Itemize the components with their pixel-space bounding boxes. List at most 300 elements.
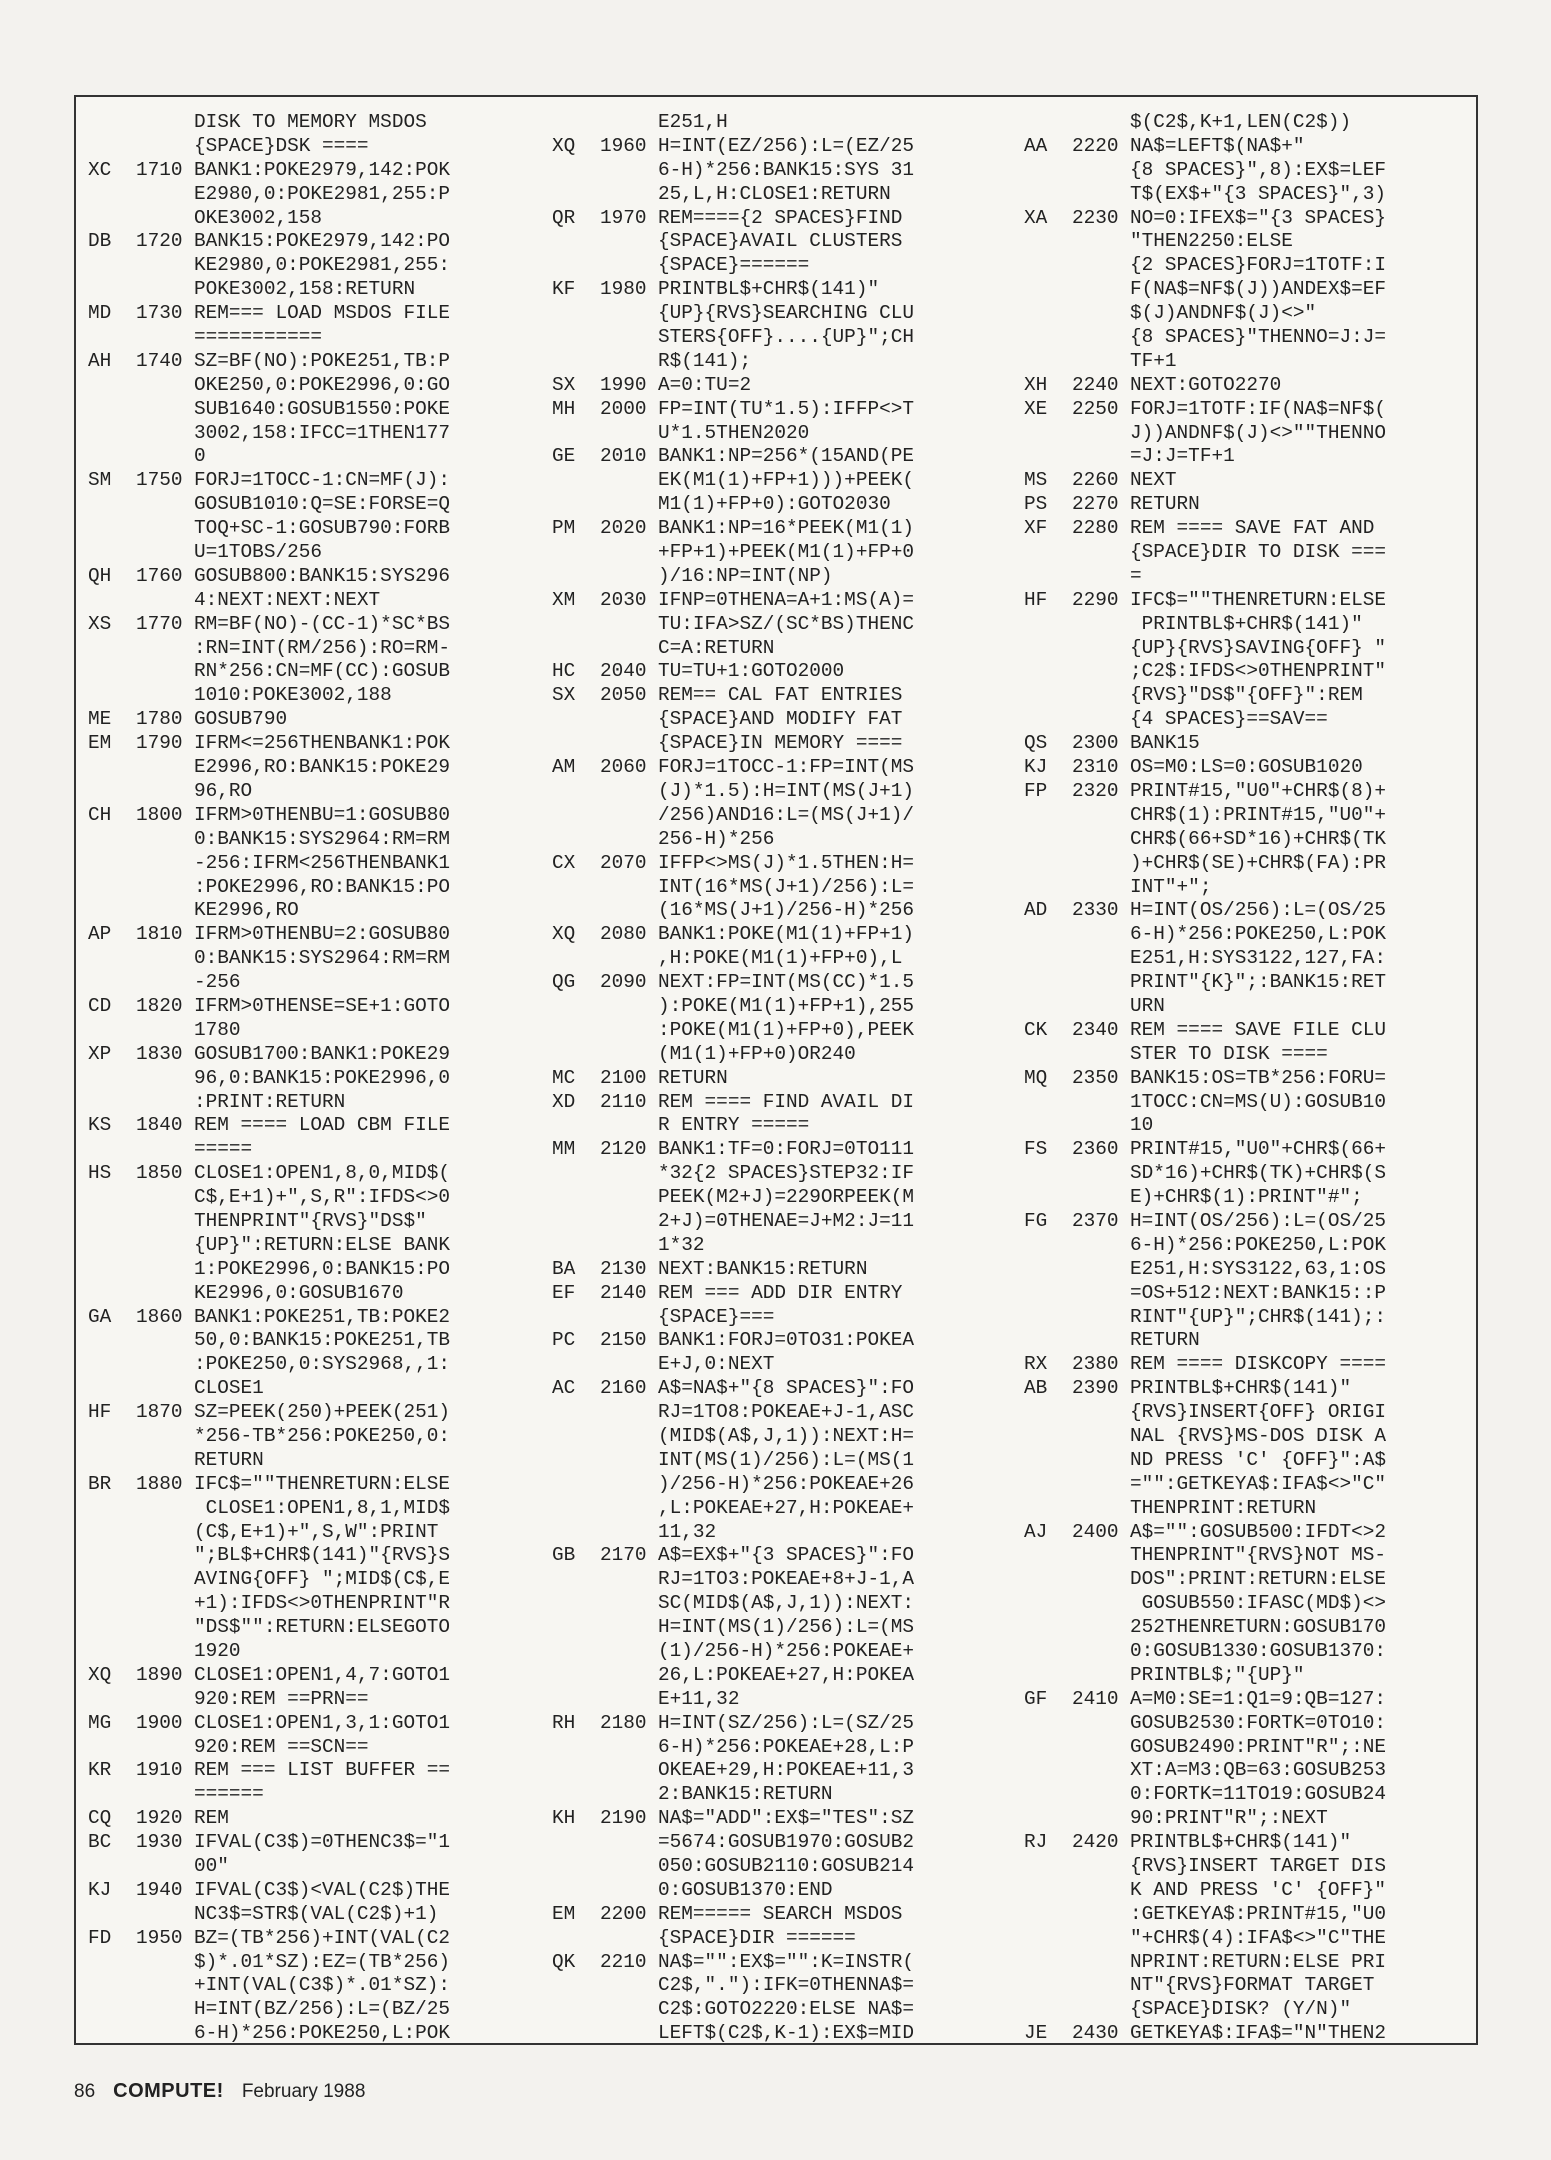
checksum xyxy=(1018,1592,1072,1616)
checksum xyxy=(82,1258,136,1282)
line-number xyxy=(1072,708,1130,732)
code-text: 3002,158:IFCC=1THEN177 xyxy=(194,421,450,444)
checksum xyxy=(82,1019,136,1043)
line-number xyxy=(1072,804,1130,828)
line-number xyxy=(600,326,658,350)
code-line xyxy=(1018,1998,1474,2022)
line-number xyxy=(1072,637,1130,661)
line-number: 2150 xyxy=(600,1329,647,1352)
checksum: MH xyxy=(552,397,576,420)
code-text: 6-H)*256:POKEAE+28,L:P xyxy=(658,1735,914,1758)
checksum xyxy=(1018,1903,1072,1927)
line-number xyxy=(600,1998,658,2022)
line-number xyxy=(136,1974,194,1998)
checksum xyxy=(546,469,600,493)
checksum xyxy=(82,1903,136,1927)
code-text: BANK1:NP=256*(15AND(PE xyxy=(658,445,914,468)
code-line xyxy=(1018,947,1474,971)
code-text: E251,H:SYS3122,127,FA: xyxy=(1130,947,1386,970)
code-line xyxy=(546,756,1006,780)
checksum xyxy=(546,1473,600,1497)
code-text: OKE250,0:POKE2996,0:GO xyxy=(194,373,450,396)
checksum: CX xyxy=(552,851,576,874)
checksum xyxy=(546,1592,600,1616)
checksum: XF xyxy=(1024,517,1048,540)
code-text: 11,32 xyxy=(658,1520,717,1543)
code-text: CLOSE1:OPEN1,8,1,MID$ xyxy=(194,1496,450,1519)
line-number: 2200 xyxy=(600,1902,647,1925)
code-line xyxy=(546,1592,1006,1616)
code-text: REM xyxy=(194,1807,229,1830)
checksum: AA xyxy=(1024,134,1048,157)
checksum xyxy=(82,1855,136,1879)
code-line xyxy=(1018,565,1474,589)
code-line xyxy=(546,1258,1006,1282)
code-line xyxy=(82,302,532,326)
line-number xyxy=(136,1091,194,1115)
code-line xyxy=(546,1401,1006,1425)
code-line xyxy=(546,732,1006,756)
code-text: RN*256:CN=MF(CC):GOSUB xyxy=(194,660,450,683)
checksum xyxy=(1018,159,1072,183)
checksum xyxy=(546,1210,600,1234)
line-number xyxy=(1072,1712,1130,1736)
checksum xyxy=(82,445,136,469)
code-text: ====== xyxy=(194,1783,264,1806)
code-text: H=INT(EZ/256):L=(EZ/25 xyxy=(658,134,914,157)
checksum: KJ xyxy=(88,1878,112,1901)
checksum xyxy=(82,637,136,661)
code-line xyxy=(82,254,532,278)
code-line xyxy=(1018,876,1474,900)
checksum: KR xyxy=(88,1759,112,1782)
code-text: 10 xyxy=(1130,1114,1154,1137)
code-text: M1(1)+FP+0):GOTO2030 xyxy=(658,493,891,516)
code-line xyxy=(1018,1712,1474,1736)
line-number xyxy=(600,1568,658,1592)
line-number xyxy=(136,589,194,613)
line-number: 1930 xyxy=(136,1831,183,1854)
line-number xyxy=(136,398,194,422)
checksum xyxy=(546,230,600,254)
code-text: {SPACE}DSK ==== xyxy=(194,134,369,157)
code-line xyxy=(82,1043,532,1067)
line-number: 1770 xyxy=(136,612,183,635)
code-line xyxy=(546,135,1006,159)
code-line xyxy=(82,852,532,876)
checksum xyxy=(546,1353,600,1377)
code-line xyxy=(82,1497,532,1521)
code-text: {RVS}"DS$"{OFF}":REM xyxy=(1130,684,1363,707)
code-line xyxy=(1018,135,1474,159)
checksum xyxy=(546,1019,600,1043)
checksum: XD xyxy=(552,1090,576,1113)
code-line xyxy=(82,398,532,422)
line-number xyxy=(1072,971,1130,995)
code-text: GOSUB800:BANK15:SYS296 xyxy=(194,564,450,587)
checksum xyxy=(82,1425,136,1449)
code-text: GOSUB2490:PRINT"R";:NE xyxy=(1130,1735,1386,1758)
code-text: E251,H xyxy=(658,111,728,133)
code-text: R ENTRY ===== xyxy=(658,1114,810,1137)
code-text: 0:BANK15:SYS2964:RM=RM xyxy=(194,827,450,850)
code-text: URN xyxy=(1130,994,1165,1017)
line-number: 2380 xyxy=(1072,1353,1119,1376)
code-text: +1):IFDS<>0THENPRINT"R xyxy=(194,1592,450,1615)
code-text: ):POKE(M1(1)+FP+1),255 xyxy=(658,994,914,1017)
line-number xyxy=(136,1497,194,1521)
code-line xyxy=(82,1927,532,1951)
code-text: KE2996,RO xyxy=(194,899,299,922)
code-line xyxy=(546,1807,1006,1831)
code-text: FORJ=1TOCC-1:CN=MF(J): xyxy=(194,469,450,492)
checksum: AJ xyxy=(1024,1520,1048,1543)
code-text: IFRM<=256THENBANK1:POK xyxy=(194,732,450,755)
checksum xyxy=(82,660,136,684)
checksum: XC xyxy=(88,158,112,181)
line-number: 1760 xyxy=(136,564,183,587)
line-number xyxy=(136,1234,194,1258)
line-number xyxy=(136,1425,194,1449)
code-line xyxy=(1018,923,1474,947)
code-line xyxy=(1018,1234,1474,1258)
code-text: IFRM>0THENBU=1:GOSUB80 xyxy=(194,803,450,826)
checksum xyxy=(82,1353,136,1377)
line-number xyxy=(600,1019,658,1043)
code-text: NAL {RVS}MS-DOS DISK A xyxy=(1130,1424,1386,1447)
line-number xyxy=(1072,422,1130,446)
line-number xyxy=(600,1759,658,1783)
code-line xyxy=(1018,1640,1474,1664)
magazine-name: COMPUTE! xyxy=(113,2080,224,2102)
code-line xyxy=(1018,445,1474,469)
line-number: 1950 xyxy=(136,1926,183,1949)
code-line xyxy=(546,1162,1006,1186)
code-text: NEXT:FP=INT(MS(CC)*1.5 xyxy=(658,971,914,994)
line-number: 2040 xyxy=(600,660,647,683)
line-number xyxy=(600,1473,658,1497)
checksum: GA xyxy=(88,1305,112,1328)
listing-column-1 xyxy=(82,111,532,2045)
code-text: "+CHR$(4):IFA$<>"C"THE xyxy=(1130,1926,1386,1949)
checksum xyxy=(1018,1234,1072,1258)
code-line xyxy=(546,1067,1006,1091)
code-line xyxy=(82,613,532,637)
code-line xyxy=(1018,995,1474,1019)
code-line xyxy=(82,1974,532,1998)
code-line xyxy=(82,1210,532,1234)
code-line xyxy=(1018,1473,1474,1497)
code-text: FORJ=1TOCC-1:FP=INT(MS xyxy=(658,756,914,779)
line-number xyxy=(1072,1449,1130,1473)
checksum: FP xyxy=(1024,779,1048,802)
code-line xyxy=(1018,852,1474,876)
code-line xyxy=(546,637,1006,661)
line-number: 1860 xyxy=(136,1305,183,1328)
checksum: GE xyxy=(552,445,576,468)
checksum xyxy=(1018,230,1072,254)
line-number xyxy=(136,1258,194,1282)
checksum: GB xyxy=(552,1544,576,1567)
code-text: GOSUB1010:Q=SE:FORSE=Q xyxy=(194,493,450,516)
code-line xyxy=(546,230,1006,254)
code-line xyxy=(546,2022,1006,2046)
code-text: =OS+512:NEXT:BANK15::P xyxy=(1130,1281,1386,1304)
checksum xyxy=(1018,684,1072,708)
checksum xyxy=(546,1186,600,1210)
line-number xyxy=(600,1831,658,1855)
checksum: XQ xyxy=(552,923,576,946)
line-number: 2240 xyxy=(1072,373,1119,396)
checksum xyxy=(546,1640,600,1664)
code-text: PRINTBL$+CHR$(141)" xyxy=(1130,612,1363,635)
checksum xyxy=(82,517,136,541)
line-number xyxy=(136,971,194,995)
line-number xyxy=(136,326,194,350)
code-text: 1:POKE2996,0:BANK15:PO xyxy=(194,1257,450,1280)
checksum xyxy=(1018,278,1072,302)
line-number xyxy=(136,1282,194,1306)
code-text: {UP}{RVS}SAVING{OFF} " xyxy=(1130,636,1386,659)
line-number xyxy=(1072,230,1130,254)
line-number: 1990 xyxy=(600,373,647,396)
code-text: A$=NA$+"{8 SPACES}":FO xyxy=(658,1377,914,1400)
code-text: PRINT"{K}";:BANK15:RET xyxy=(1130,971,1386,994)
checksum xyxy=(1018,1162,1072,1186)
checksum: XP xyxy=(88,1042,112,1065)
code-text: A=0:TU=2 xyxy=(658,373,752,396)
code-line xyxy=(82,422,532,446)
code-text: 00" xyxy=(194,1855,229,1878)
checksum: FG xyxy=(1024,1209,1048,1232)
code-line xyxy=(1018,708,1474,732)
code-text: RJ=1TO8:POKEAE+J-1,ASC xyxy=(658,1401,914,1424)
code-line xyxy=(82,828,532,852)
code-line xyxy=(82,756,532,780)
checksum xyxy=(546,1234,600,1258)
code-line xyxy=(82,493,532,517)
code-line xyxy=(546,1138,1006,1162)
code-text: GOSUB550:IFASC(MD$)<> xyxy=(1130,1592,1386,1615)
code-text: POKE3002,158:RETURN xyxy=(194,278,416,301)
code-text: SZ=BF(NO):POKE251,TB:P xyxy=(194,349,450,372)
checksum: HC xyxy=(552,660,576,683)
checksum xyxy=(546,254,600,278)
code-line xyxy=(82,1640,532,1664)
code-text: FP=INT(TU*1.5):IFFP<>T xyxy=(658,397,914,420)
checksum xyxy=(82,876,136,900)
code-text: 90:PRINT"R";:NEXT xyxy=(1130,1807,1328,1830)
code-line xyxy=(546,876,1006,900)
checksum xyxy=(82,398,136,422)
code-text: E2996,RO:BANK15:POKE29 xyxy=(194,756,450,779)
line-number: 2000 xyxy=(600,397,647,420)
line-number: 2180 xyxy=(600,1711,647,1734)
checksum xyxy=(1018,1736,1072,1760)
code-text: IFC$=""THENRETURN:ELSE xyxy=(194,1472,450,1495)
code-line xyxy=(546,1521,1006,1545)
line-number xyxy=(600,2022,658,2046)
line-number xyxy=(600,159,658,183)
code-line xyxy=(1018,1282,1474,1306)
line-number xyxy=(600,1425,658,1449)
code-line xyxy=(82,589,532,613)
code-text: BANK15:OS=TB*256:FORU= xyxy=(1130,1066,1386,1089)
code-text: 2:BANK15:RETURN xyxy=(658,1783,833,1806)
checksum xyxy=(1018,1282,1072,1306)
code-text: {2 SPACES}FORJ=1TOTF:I xyxy=(1130,254,1386,277)
code-text: A$=EX$+"{3 SPACES}":FO xyxy=(658,1544,914,1567)
code-text: REM== CAL FAT ENTRIES xyxy=(658,684,903,707)
checksum xyxy=(1018,565,1072,589)
code-text: REM=== LOAD MSDOS FILE xyxy=(194,302,450,325)
checksum: XM xyxy=(552,588,576,611)
code-text: 50,0:BANK15:POKE251,TB xyxy=(194,1329,450,1352)
line-number xyxy=(600,995,658,1019)
code-text: REM ==== SAVE FAT AND xyxy=(1130,517,1375,540)
code-text: {SPACE}AND MODIFY FAT xyxy=(658,708,903,731)
code-text: PRINT#15,"U0"+CHR$(66+ xyxy=(1130,1138,1386,1161)
line-number xyxy=(1072,1162,1130,1186)
code-text: BZ=(TB*256)+INT(VAL(C2 xyxy=(194,1926,450,1949)
code-text: GOSUB790 xyxy=(194,708,288,731)
checksum: JE xyxy=(1024,2022,1048,2045)
code-line xyxy=(82,1831,532,1855)
line-number: 2340 xyxy=(1072,1018,1119,1041)
line-number: 2070 xyxy=(600,851,647,874)
checksum: BA xyxy=(552,1257,576,1280)
code-line xyxy=(82,1807,532,1831)
code-text: E2980,0:POKE2981,255:P xyxy=(194,182,450,205)
code-line xyxy=(82,541,532,565)
code-text: REM===={2 SPACES}FIND xyxy=(658,206,903,229)
line-number xyxy=(136,1067,194,1091)
line-number xyxy=(600,254,658,278)
code-line xyxy=(1018,1664,1474,1688)
checksum xyxy=(82,1951,136,1975)
line-number xyxy=(600,1736,658,1760)
code-line xyxy=(82,1688,532,1712)
code-line xyxy=(1018,159,1474,183)
code-line xyxy=(546,1473,1006,1497)
code-line xyxy=(82,469,532,493)
code-text: CLOSE1:OPEN1,3,1:GOTO1 xyxy=(194,1711,450,1734)
line-number xyxy=(1072,350,1130,374)
line-number: 2220 xyxy=(1072,134,1119,157)
line-number xyxy=(600,1234,658,1258)
line-number xyxy=(600,1043,658,1067)
line-number xyxy=(1072,1544,1130,1568)
code-line xyxy=(82,1067,532,1091)
checksum xyxy=(1018,1879,1072,1903)
checksum xyxy=(1018,708,1072,732)
line-number: 2290 xyxy=(1072,588,1119,611)
line-number xyxy=(136,374,194,398)
code-line xyxy=(546,1759,1006,1783)
line-number xyxy=(1072,1974,1130,1998)
checksum: AC xyxy=(552,1377,576,1400)
checksum: MM xyxy=(552,1138,576,1161)
code-line xyxy=(546,1497,1006,1521)
line-number xyxy=(1072,852,1130,876)
code-line xyxy=(1018,1258,1474,1282)
code-text: PRINTBL$+CHR$(141)" xyxy=(658,278,880,301)
checksum xyxy=(82,374,136,398)
code-line xyxy=(1018,278,1474,302)
code-text: H=INT(BZ/256):L=(BZ/25 xyxy=(194,1998,450,2021)
code-text: IFFP<>MS(J)*1.5THEN:H= xyxy=(658,851,914,874)
line-number: 2140 xyxy=(600,1281,647,1304)
code-text: +INT(VAL(C3$)*.01*SZ): xyxy=(194,1974,450,1997)
line-number xyxy=(136,1377,194,1401)
page-number: 86 xyxy=(74,2081,96,2102)
code-line xyxy=(546,1186,1006,1210)
code-text: C=A:RETURN xyxy=(658,636,775,659)
checksum: KS xyxy=(88,1114,112,1137)
code-text: U*1.5THEN2020 xyxy=(658,421,810,444)
line-number xyxy=(136,1640,194,1664)
listing-frame xyxy=(74,95,1478,2045)
code-text: RETURN xyxy=(194,1448,264,1471)
code-line xyxy=(546,374,1006,398)
code-line xyxy=(82,1019,532,1043)
code-text: C2$,"."):IFK=0THENNA$= xyxy=(658,1974,914,1997)
code-text: -256 xyxy=(194,971,241,994)
code-line xyxy=(1018,589,1474,613)
code-text: TOQ+SC-1:GOSUB790:FORB xyxy=(194,517,450,540)
code-line xyxy=(1018,1162,1474,1186)
line-number xyxy=(600,302,658,326)
code-line xyxy=(82,1712,532,1736)
checksum xyxy=(1018,1043,1072,1067)
code-line xyxy=(546,899,1006,923)
code-line xyxy=(82,350,532,374)
line-number xyxy=(600,422,658,446)
checksum xyxy=(1018,1807,1072,1831)
code-line xyxy=(82,732,532,756)
line-number xyxy=(136,135,194,159)
line-number xyxy=(600,1783,658,1807)
line-number xyxy=(136,1736,194,1760)
line-number xyxy=(1072,1568,1130,1592)
code-text: TU:IFA>SZ/(SC*BS)THENC xyxy=(658,612,914,635)
code-line xyxy=(1018,398,1474,422)
checksum: PC xyxy=(552,1329,576,1352)
code-text: 1*32 xyxy=(658,1233,705,1256)
code-text: BANK15:POKE2979,142:PO xyxy=(194,230,450,253)
line-number xyxy=(136,1592,194,1616)
code-line xyxy=(82,1521,532,1545)
line-number: 1810 xyxy=(136,923,183,946)
line-number: 2210 xyxy=(600,1950,647,1973)
line-number: 1850 xyxy=(136,1162,183,1185)
checksum xyxy=(1018,111,1072,135)
code-line xyxy=(546,1664,1006,1688)
code-line xyxy=(1018,2022,1474,2046)
issue-date: February 1988 xyxy=(241,2081,366,2102)
line-number xyxy=(600,230,658,254)
line-number: 2270 xyxy=(1072,493,1119,516)
line-number: 1880 xyxy=(136,1472,183,1495)
code-text: H=INT(SZ/256):L=(SZ/25 xyxy=(658,1711,914,1734)
checksum xyxy=(546,111,600,135)
code-line xyxy=(1018,1879,1474,1903)
checksum xyxy=(1018,1114,1072,1138)
checksum xyxy=(1018,1091,1072,1115)
checksum xyxy=(546,1831,600,1855)
code-text: 26,L:POKEAE+27,H:POKEA xyxy=(658,1663,914,1686)
line-number xyxy=(600,1640,658,1664)
